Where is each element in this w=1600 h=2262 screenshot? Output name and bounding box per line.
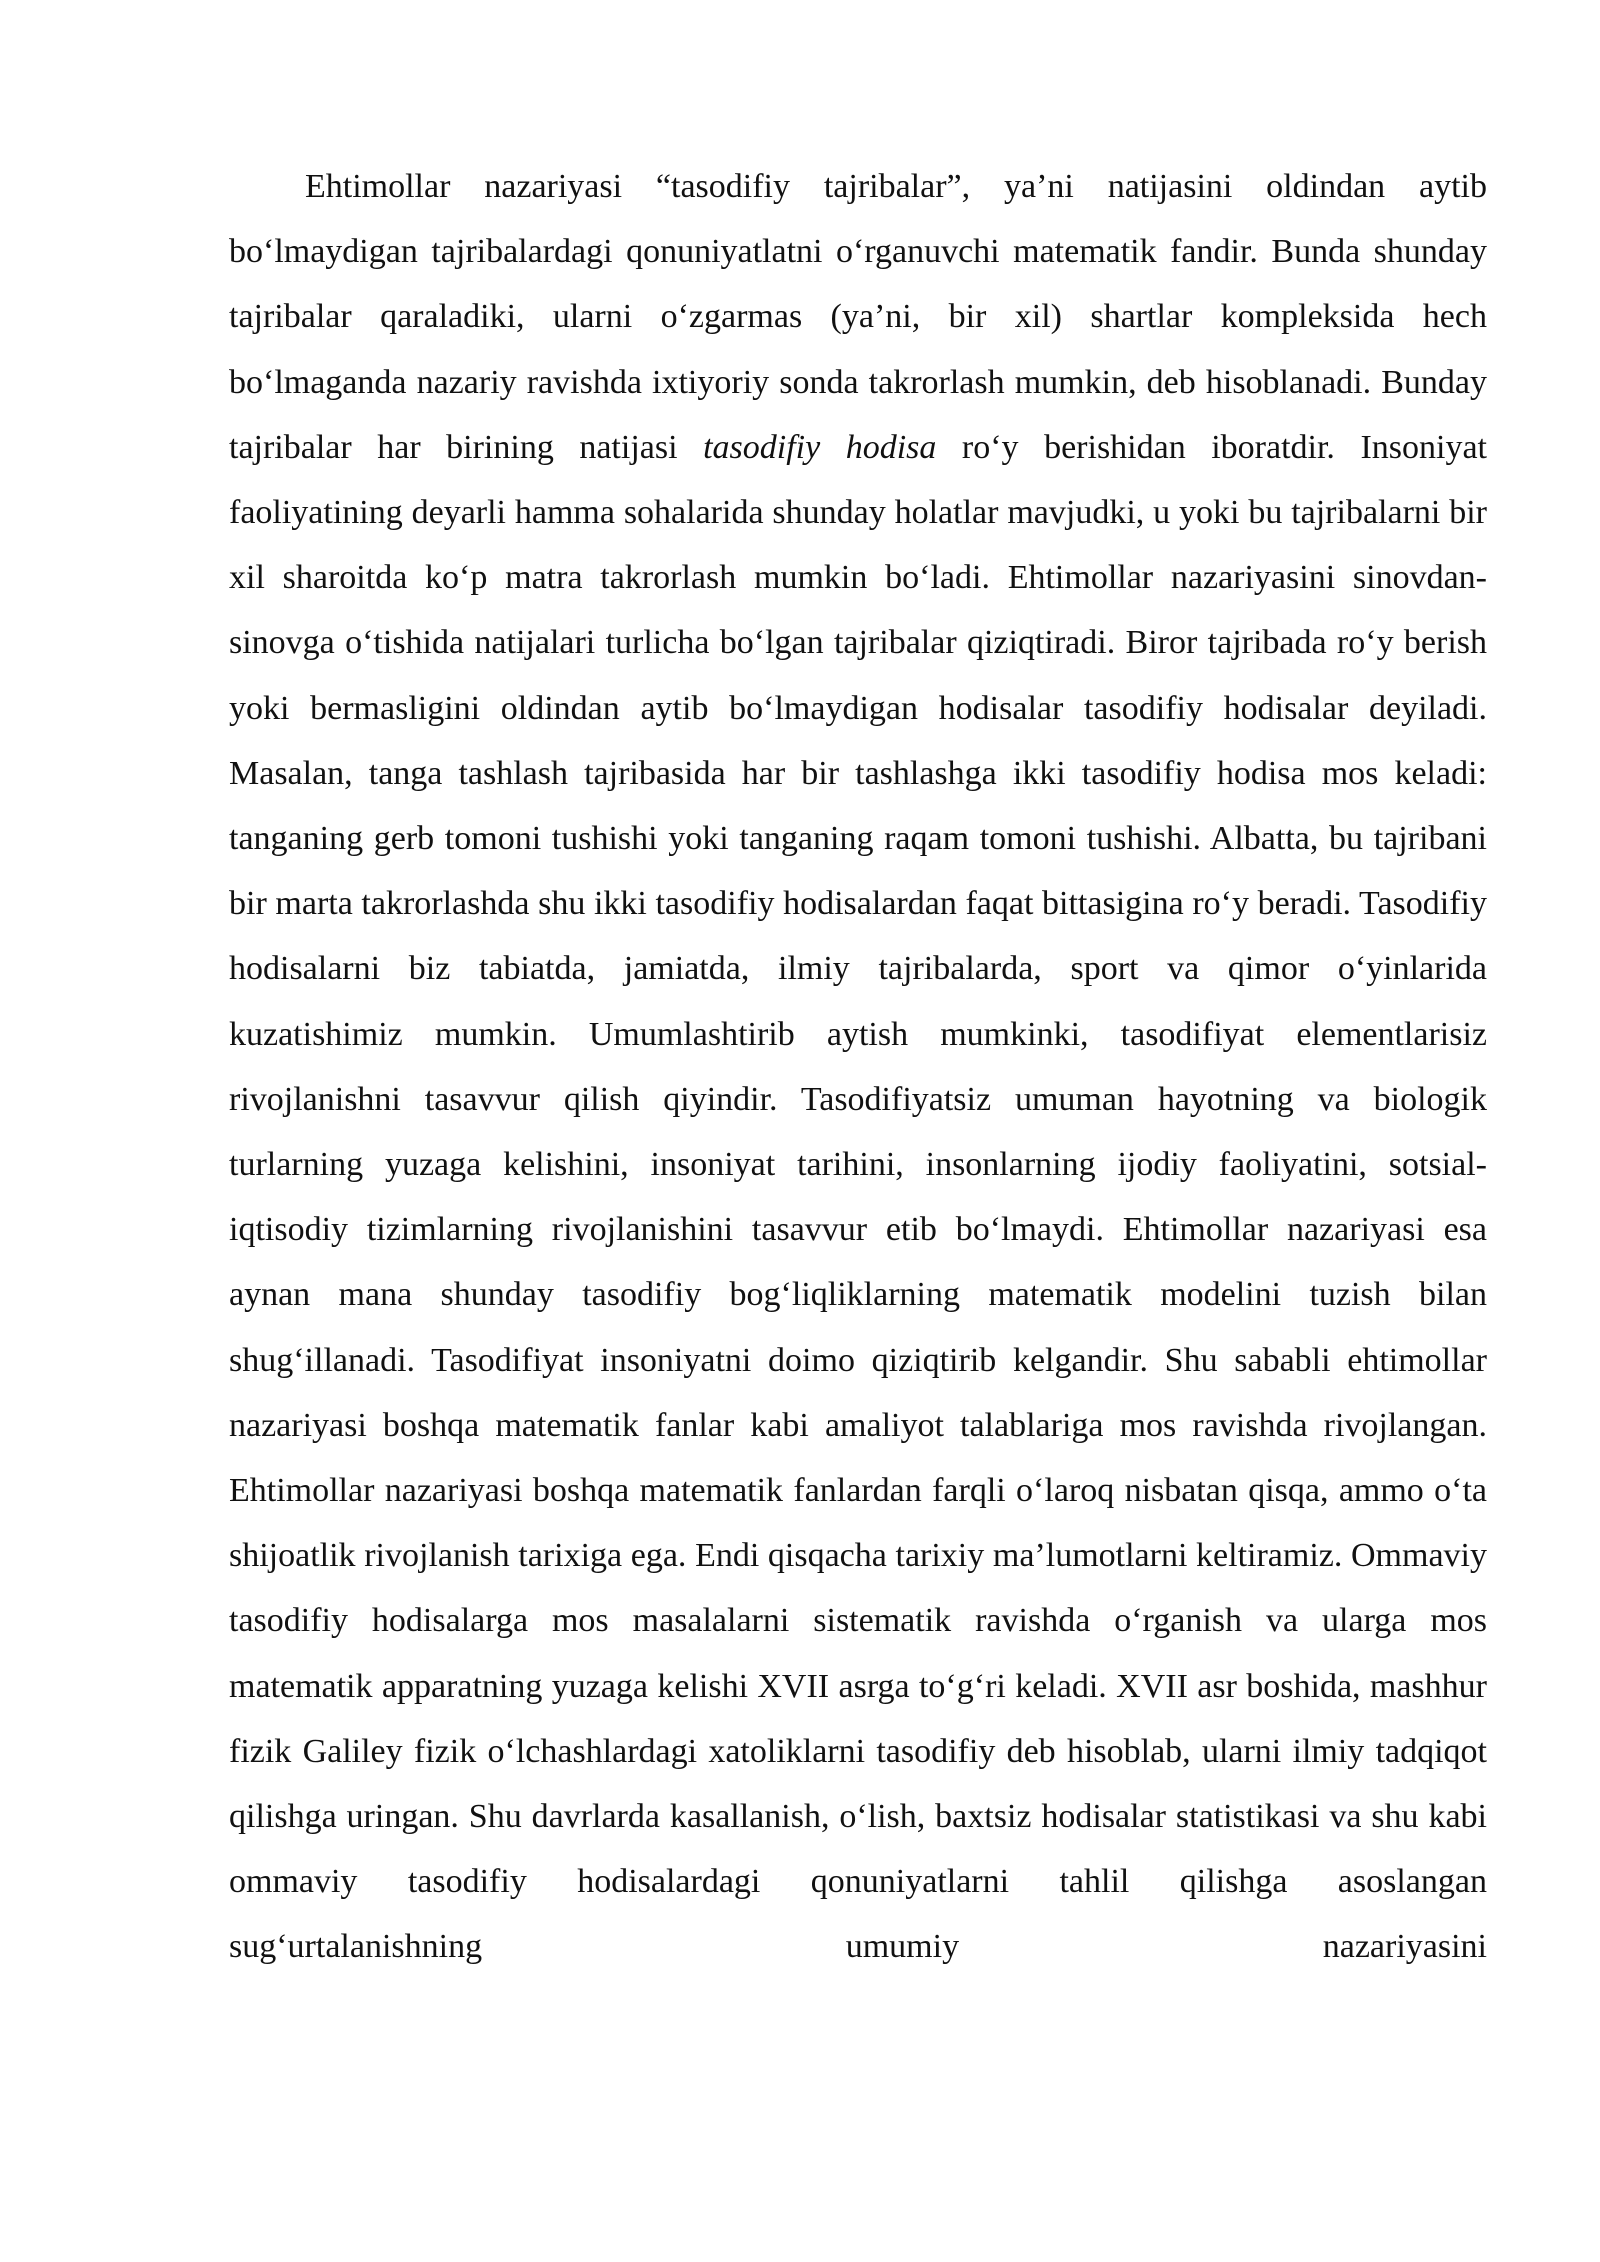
emphasized-term: tasodifiy hodisa [703, 428, 937, 466]
body-text [229, 154, 1487, 1980]
paragraph [229, 154, 1487, 1980]
paragraph-text-rest: ro‘y berishidan iboratdir. Insoniyat faoliyatining deyarli hamma sohalarida shunday holatlar mavjudki, u yoki bu tajribalarni bir xil sharoitda ko‘p matra takrorlash mumkin bo‘ladi. Ehtimollar nazariyasini sinovdan-sinovga o‘tishida natijalari turlicha bo‘lgan tajribalar qiziqtiradi. Biror tajribada ro‘y berish yoki bermasligini oldindan aytib bo‘lmaydigan hodisalar tasodifiy hodisalar deyiladi. Masalan, tanga tashlash tajribasida har bir tashlashga ikki tasodifiy hodisa mos keladi: tanganing gerb tomoni tushishi yoki tanganing raqam tomoni tushishi. Albatta, bu tajribani bir marta takrorlashda shu ikki tasodifiy hodisalardan faqat bittasigina ro‘y beradi. Tasodifiy hodisalarni biz tabiatda, jamiatda, ilmiy tajribalarda, sport va qimor o‘yinlarida kuzatishimiz mumkin. Umumlashtirib aytish mumkinki, tasodifiyat elementlarisiz rivojlanishni tasavvur qilish qiyindir. Tasodifiyatsiz umuman hayotning va biologik turlarning yuzaga kelishini, insoniyat tarihini, insonlarning ijodiy faoliyatini, sotsial-iqtisodiy tizimlarning rivojlanishini tasavvur etib bo‘lmaydi. Ehtimollar nazariyasi esa aynan mana shunday tasodifiy bog‘liqliklarning matematik modelini tuzish bilan shug‘illanadi. Tasodifiyat insoniyatni doimo qiziqtirib kelgandir. Shu sababli ehtimollar nazariyasi boshqa matematik fanlar kabi amaliyot talablariga mos ravishda rivojlangan. Ehtimollar nazariyasi boshqa matematik fanlardan farqli o‘laroq nisbatan qisqa, ammo o‘ta shijoatlik rivojlanish tarixiga ega. Endi qisqacha tarixiy ma’lumotlarni keltiramiz. Ommaviy tasodifiy hodisalarga mos masalalarni sistematik ravishda o‘rganish va ularga mos matematik apparatning yuzaga kelishi XVII asrga to‘g‘ri keladi. XVII asr boshida, mashhur fizik Galiley fizik o‘lchashlardagi xatoliklarni tasodifiy deb hisoblab, ularni ilmiy tadqiqot qilishga uringan. Shu davrlarda kasallanish, o‘lish, baxtsiz hodisalar statistikasi va shu kabi ommaviy tasodifiy hodisalardagi qonuniyatlarni tahlil qilishga asoslangan sug‘urtalanishning umumiy nazariyasini [229, 428, 1487, 1966]
paragraph-text-start: Ehtimollar nazariyasi “tasodifiy tajribalar”, ya’ni natijasini oldindan aytib bo‘lmaydigan tajribalardagi qonuniyatlatni o‘rganuvchi matematik fandir. Bunda shunday tajribalar qaraladiki, ularni o‘zgarmas (ya’ni, bir xil) shartlar kompleksida hech bo‘lmaganda nazariy ravishda ixtiyoriy sonda takrorlash mumkin, deb hisoblanadi. Bunday tajribalar har birining natijasi [229, 168, 1487, 466]
